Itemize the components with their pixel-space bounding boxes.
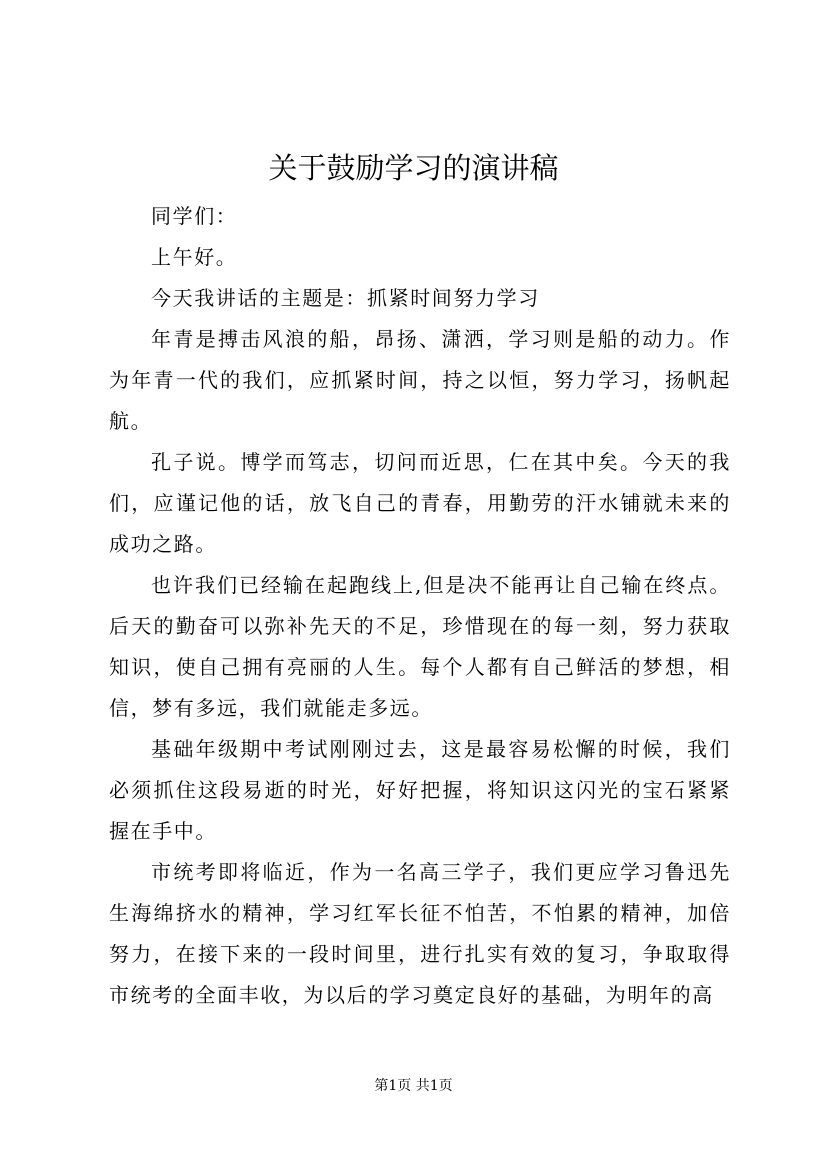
paragraph-topic: 今天我讲话的主题是：抓紧时间努力学习 [151, 286, 540, 310]
paragraph: 年青是搏击风浪的船，昂扬、潇洒，学习则是船的动力。作为年青一代的我们，应抓紧时间，持之以恒，努力学习，扬帆起航。 [109, 327, 731, 433]
document-title: 关于鼓励学习的演讲稿 [268, 151, 559, 185]
paragraph-greeting: 同学们： [151, 204, 238, 228]
document-body [109, 196, 731, 1016]
paragraph: 基础年级期中考试刚刚过去，这是最容易松懈的时候，我们必须抓住这段易逝的时光，好好把握，将知识这闪光的宝石紧紧握在手中。 [109, 737, 731, 843]
page-footer: 第1页 共1页 [374, 1078, 453, 1094]
paragraph: 市统考即将临近，作为一名高三学子，我们更应学习鲁迅先生海绵挤水的精神，学习红军长征不怕苦，不怕累的精神，加倍努力，在接下来的一段时间里，进行扎实有效的复习，争取取得市统考的全面丰收，为以后的学习奠定良好的基础，为明年的高 [109, 860, 731, 1007]
paragraph: 孔子说。博学而笃志，切问而近思，仁在其中矣。今天的我们，应谨记他的话，放飞自己的青春，用勤劳的汗水铺就未来的成功之路。 [109, 450, 731, 556]
paragraph-salutation: 上午好。 [151, 245, 238, 269]
paragraph: 也许我们已经输在起跑线上,但是决不能再让自己输在终点。后天的勤奋可以弥补先天的不足，珍惜现在的每一刻，努力获取知识，使自己拥有亮丽的人生。每个人都有自己鲜活的梦想，相信，梦有多远，我们就能走多远。 [109, 573, 731, 720]
